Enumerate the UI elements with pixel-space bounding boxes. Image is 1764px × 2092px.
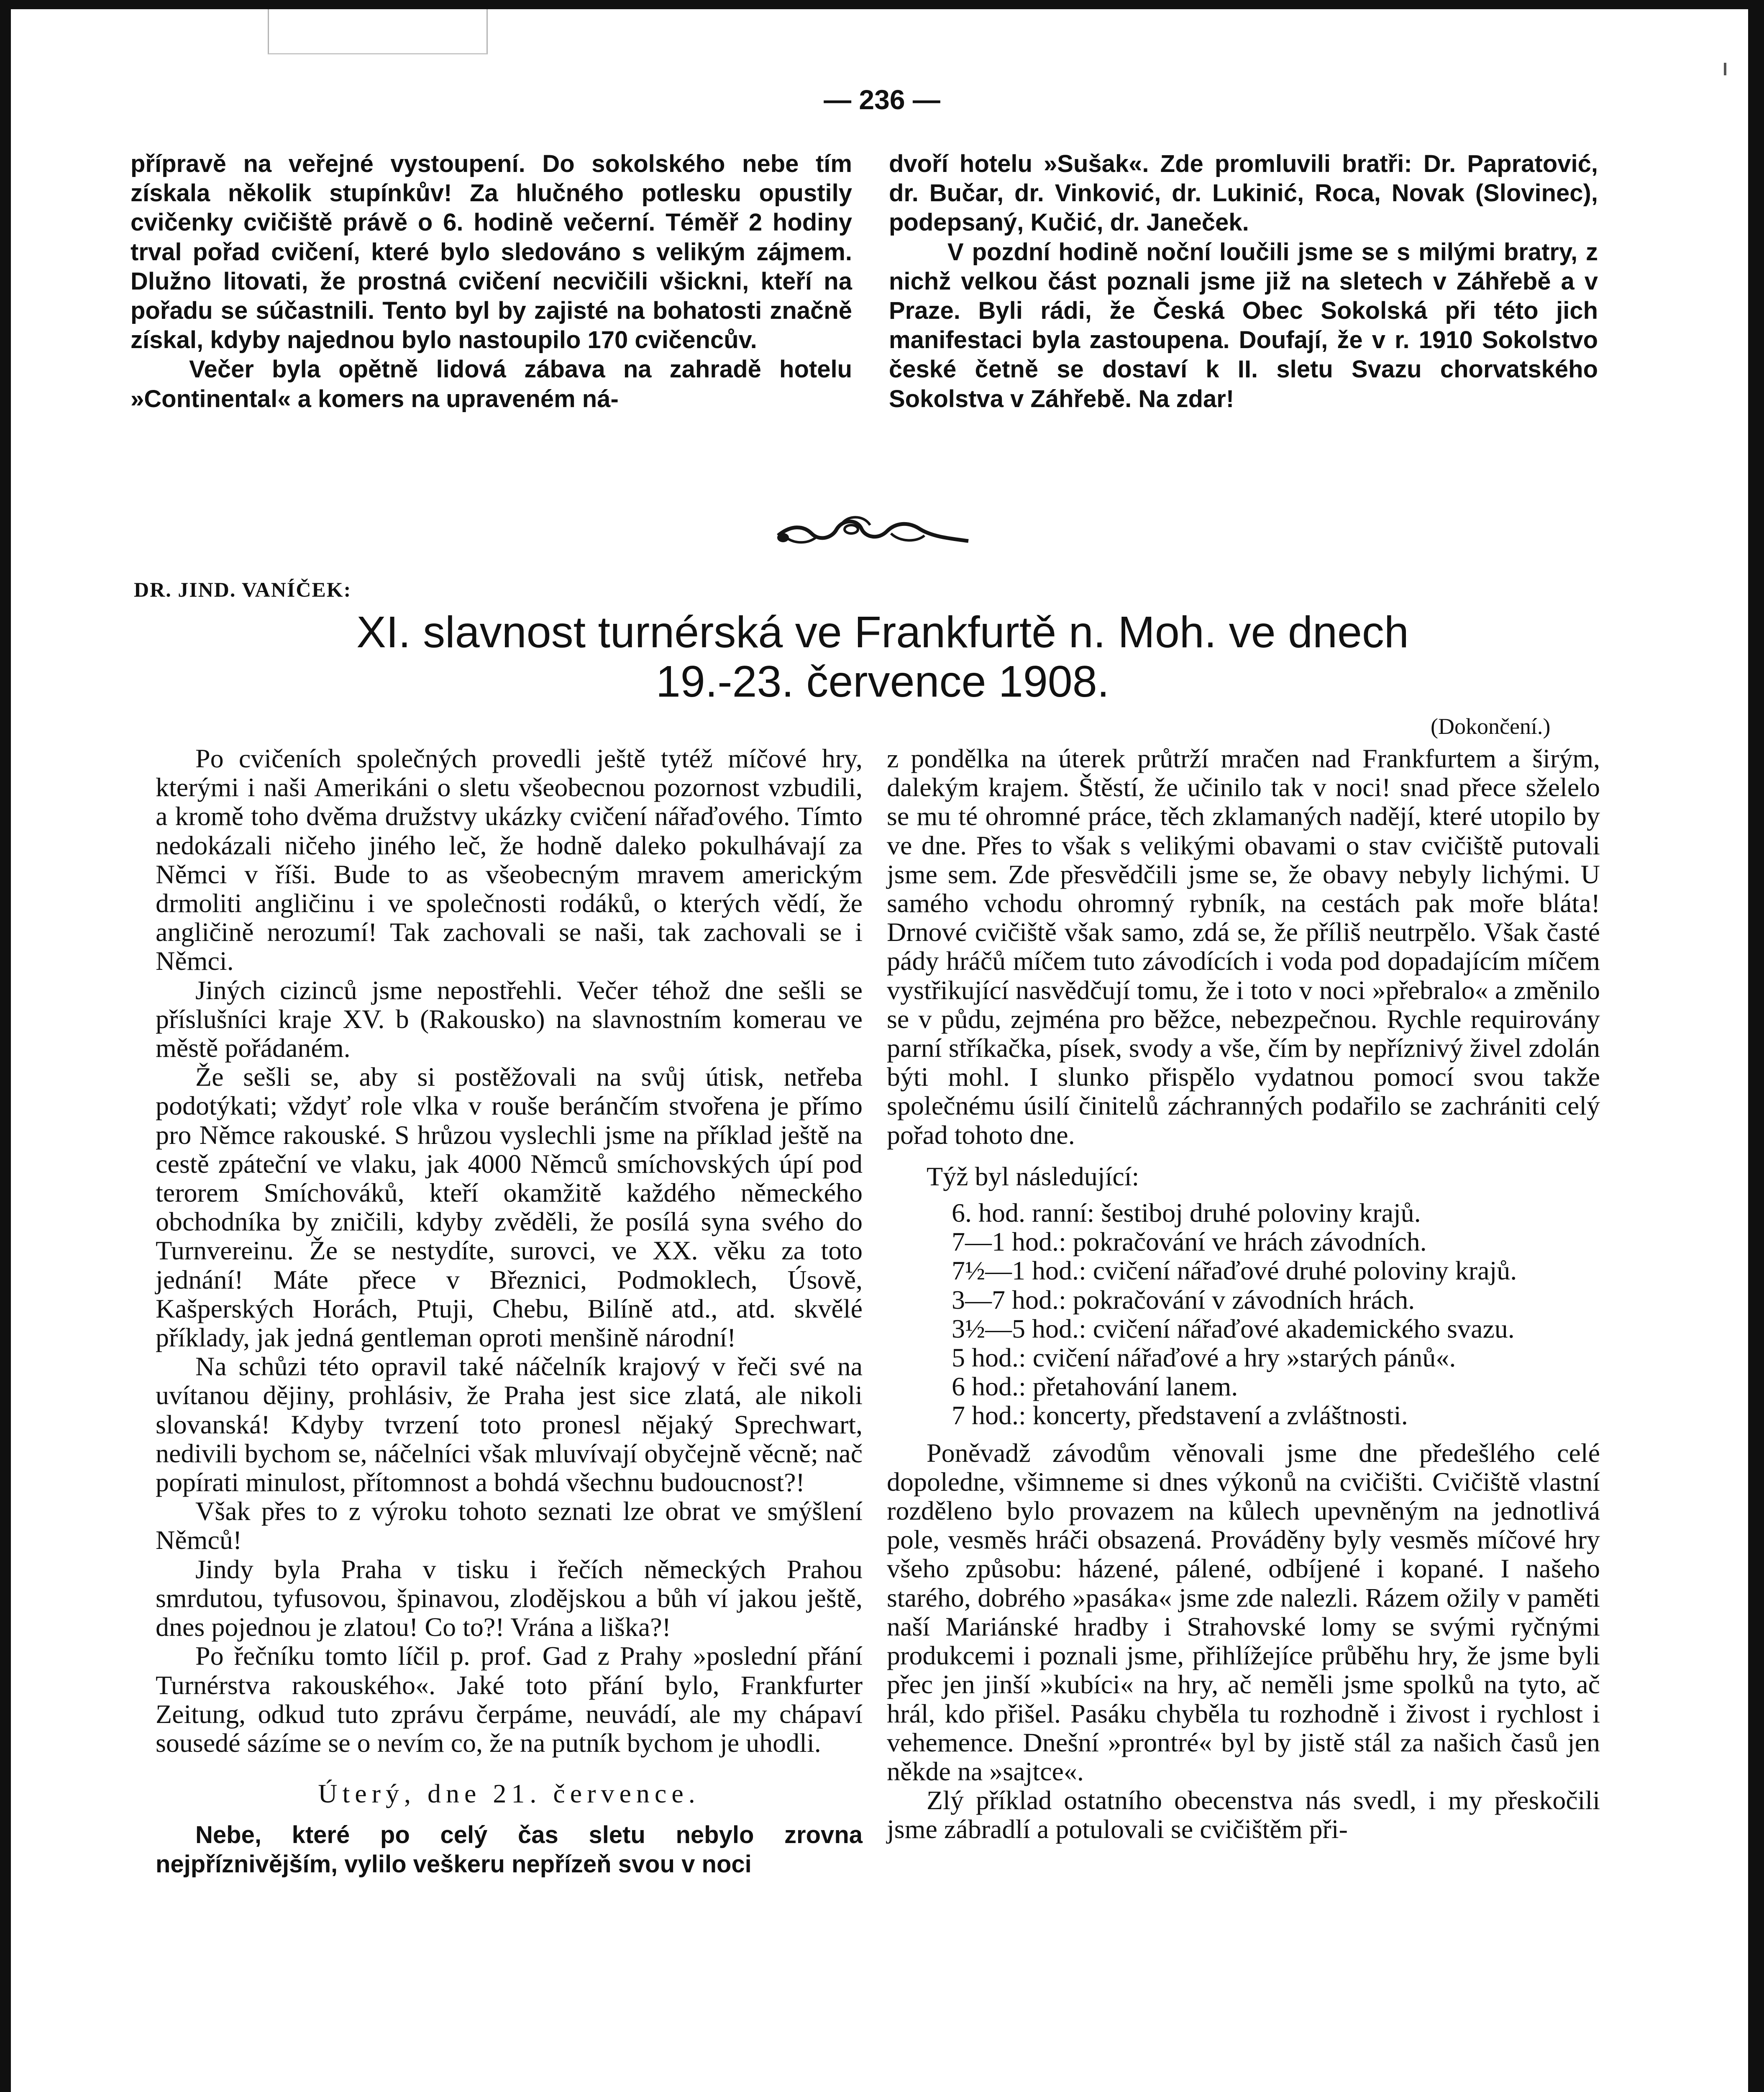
top-right-paragraph: V pozdní hodině noční loučili jsme se s milými bratry, z nichž velkou část poznali jsme již na sletech v Záhřebě a v Praze. Byli rádi, že Česká Obec Sokolská při této jich manifestaci byla zastoupena. Doufají, že v r. 1910 Sokolstvo české četně se dostaví k II. sletu Svazu chorvatského Sokolstva v Záhřebě. Na zdar!	[889, 238, 1598, 413]
schedule-item: 7½—1 hod.: cvičení nářaďové druhé poloviny krajů.	[952, 1256, 1517, 1286]
article-paragraph: Zlý příklad ostatního obecenstva nás svedl, i my přeskočili jsme zábradlí a potulovali se cvičištěm při-	[887, 1785, 1600, 1844]
scan-border-right	[1748, 0, 1764, 2092]
article-paragraph: Po řečníku tomto líčil p. prof. Gad z Prahy »poslední přání Turnérstva rakouského«. Jaké toto přání bylo, Frankfurter Zeitung, odkud tuto zprávu čerpáme, neuvádí, ale my chápaví sousedé sázíme se o nevím co, že na putník bychom je uhodli.	[156, 1641, 863, 1758]
article-paragraph: Že sešli se, aby si postěžovali na svůj útisk, netřeba podotýkati; vždyť role vlka v rouše beránčím stvořena je přímo pro Němce rakouské. S hrůzou vyslechli jsme na příklad ještě na cestě zpáteční ve vlaku, jak 4000 Němců smíchovských úpí pod terorem Smíchováků, kteří okamžitě každého německého obchodníka by zničili, kdyby zvěděli, že posílá syna svého do Turnvereinu. Že se nestydíte, surovci, ve XX. věku za toto jednání! Máte přece v Březnici, Podmoklech, Úsově, Kašperských Horách, Ptuji, Chebu, Bilíně atd., atd. skvělé příklady, jak jedná gentleman oproti menšině národní!	[156, 1062, 863, 1353]
page-number: — 236 —	[824, 84, 940, 115]
schedule-list	[887, 1198, 1600, 1430]
top-left-paragraph: Večer byla opětně lidová zábava na zahradě hotelu »Continental« a komers na upraveném ná-	[131, 356, 852, 413]
top-right-column	[889, 149, 1598, 414]
schedule-item: 3—7 hod.: pokračování v závodních hrách.	[952, 1284, 1415, 1315]
article-paragraph: Poněvadž závodům věnovali jsme dne předešlého celé dopoledne, všimneme si dnes výkonů na cvičišti. Cvičiště vlastní rozděleno bylo provazem na kůlech upevněným na jednotlivá pole, vesměs hráči obsazená. Prováděny byly vesměs míčové hry všeho způsobu: házené, pálené, odbíjené i kopané. I našeho starého, dobrého »pasáka« jsme zde nalezli. Rázem ožily v paměti naší Mariánské hradby i Strahovské lomy se svými ryčnými produkcemi i poznali jsme, přihlížejíce průběhu hry, že jsme byli přec jen jinší »kubíci« na hry, ač neměli jsme spolků na tyto, ač hrál, kdo přišel. Pasáku chyběla tu rozhodně i živost i rychlost i vehemence. Dnešní »prontré« byl by jistě stál za našich časů jen někde na »sajtce«.	[887, 1438, 1600, 1786]
scan-border-left	[0, 0, 11, 2092]
scan-speck	[1724, 63, 1726, 75]
schedule-item: 6 hod.: přetahování lanem.	[952, 1372, 1238, 1402]
article-title-line-1: XI. slavnost turnérská ve Frankfurtě n. Moh. ve dnech	[356, 608, 1409, 657]
article-paragraph: Jindy byla Praha v tisku i řečích německých Prahou smrdutou, tyfusovou, špinavou, zlodějskou a bůh ví jakou ještě, dnes pojednou je zlatou! Co to?! Vrána a liška?!	[156, 1554, 863, 1642]
scan-border-top	[0, 0, 1764, 9]
article-paragraph: z pondělka na úterek průtrží mračen nad Frankfurtem a širým, dalekým krajem. Štěstí, že učinilo tak v noci! snad přece sželelo se mu té ohromné práce, těch zklamaných nadějí, které utopilo by ve dne. Přes to však s velikými obavami o stav cvičiště putovali jsme sem. Zde přesvědčili jsme se, že obavy nebyly lichými. U samého vchodu ohromný rybník, na cestách pak moře bláta! Drnové cvičiště však samo, zdá se, že příliš neutrpělo. Však časté pády hráčů míčem tuto závodících i voda pod dopadajícím míčem vystřikující nasvědčují tomu, že i toto v noci »přebralo« a změnilo se v půdu, zejména pro běžce, nebezpečnou. Rychle requirovány parní stříkačka, písek, svody a vše, čím by nepříznivý živel zdolán býti mohl. I slunko přispělo vydatnou pomocí svou takže společnému úsilí činitelů záchranných podařilo se zachrániti celý pořad tohoto dne.	[887, 743, 1600, 1150]
article-right-column	[887, 744, 1600, 1844]
article-paragraph: Jiných cizinců jsme nepostřehli. Večer téhož dne sešli se příslušníci kraje XV. b (Rakousko) na slavnostním komerau ve městě pořádaném.	[156, 975, 863, 1063]
article-paragraph: Nebe, které po celý čas sletu nebylo zrovna nejpříznivějším, vylilo veškeru nepřízeň svou v noci	[156, 1821, 863, 1878]
top-left-paragraph: přípravě na veřejné vystoupení. Do sokolského nebe tím získala několik stupínkův! Za hlučného potlesku opustily cvičenky cvičiště právě o 6. hodině večerní. Téměř 2 hodiny trval pořad cvičení, které bylo sledováno s velikým zájmem. Dlužno litovati, že prostná cvičení necvičili všickni, kteří na pořadu se súčastnili. Tento byl by zajisté na bohatosti značně získal, kdyby najednou bylo nastoupilo 170 cvičencův.	[131, 150, 852, 354]
schedule-item: 6. hod. ranní: šestiboj druhé poloviny krajů.	[952, 1198, 1421, 1228]
schedule-item: 5 hod.: cvičení nářaďové a hry »starých pánů«.	[952, 1343, 1456, 1373]
article-author: DR. JIND. VANÍČEK:	[134, 578, 352, 601]
article-paragraph: Po cvičeních společných provedli ještě tytéž míčové hry, kterými i naši Amerikáni o sletu všeobecnou pozornost vzbudili, a kromě toho dvěma družstvy ukázky cvičení nářaďového. Tímto nedokázali ničeho jiného leč, že hodně daleko pokulhávají za Němci v říši. Bude to as všeobecným mravem americkým drmoliti angličinu i ve společnosti rodáků, o kterých vědí, že angličině nerozumí! Tak zachovali se naši, tak zachovali se i Němci.	[156, 743, 863, 976]
article-left-column	[156, 744, 863, 1879]
top-left-column	[131, 149, 852, 414]
article-paragraph: Na schůzi této opravil také náčelník krajový v řeči své na uvítanou dějiny, prohlásiv, že Praha jest sice zlatá, ale nikoli slovanská! Kdyby tvrzení toto pronesl nějaký Sprechwart, nedivili bychom se, náčelníci však mluvívají obyčejně věcně; nač popírati minulost, přítomnost a bohdá všechnu budoucnost?!	[156, 1351, 863, 1497]
schedule-item: 7—1 hod.: pokračování ve hrách závodních.	[952, 1227, 1427, 1257]
article-paragraph: Však přes to z výroku tohoto seznati lze obrat ve smýšlení Němců!	[156, 1496, 863, 1555]
day-heading: Úterý, dne 21. července.	[318, 1779, 700, 1809]
schedule-item: 7 hod.: koncerty, představení a zvláštnosti.	[952, 1400, 1408, 1431]
schedule-item: 3½—5 hod.: cvičení nářaďové akademického svazu.	[952, 1313, 1515, 1343]
continuation-note: (Dokončení.)	[1431, 714, 1551, 739]
article-title	[125, 608, 1640, 706]
article-title-line-2: 19.-23. července 1908.	[655, 657, 1110, 706]
top-right-paragraph: dvoří hotelu »Sušak«. Zde promluvili bratři: Dr. Papratović, dr. Bučar, dr. Vinković, dr. Lukinić, Roca, Novak (Slovinec), podepsaný, Kučić, dr. Janeček.	[889, 150, 1598, 236]
scan-binding-mark	[268, 9, 488, 54]
decorative-ornament	[774, 513, 970, 550]
schedule-intro: Týž byl následující:	[927, 1161, 1139, 1191]
